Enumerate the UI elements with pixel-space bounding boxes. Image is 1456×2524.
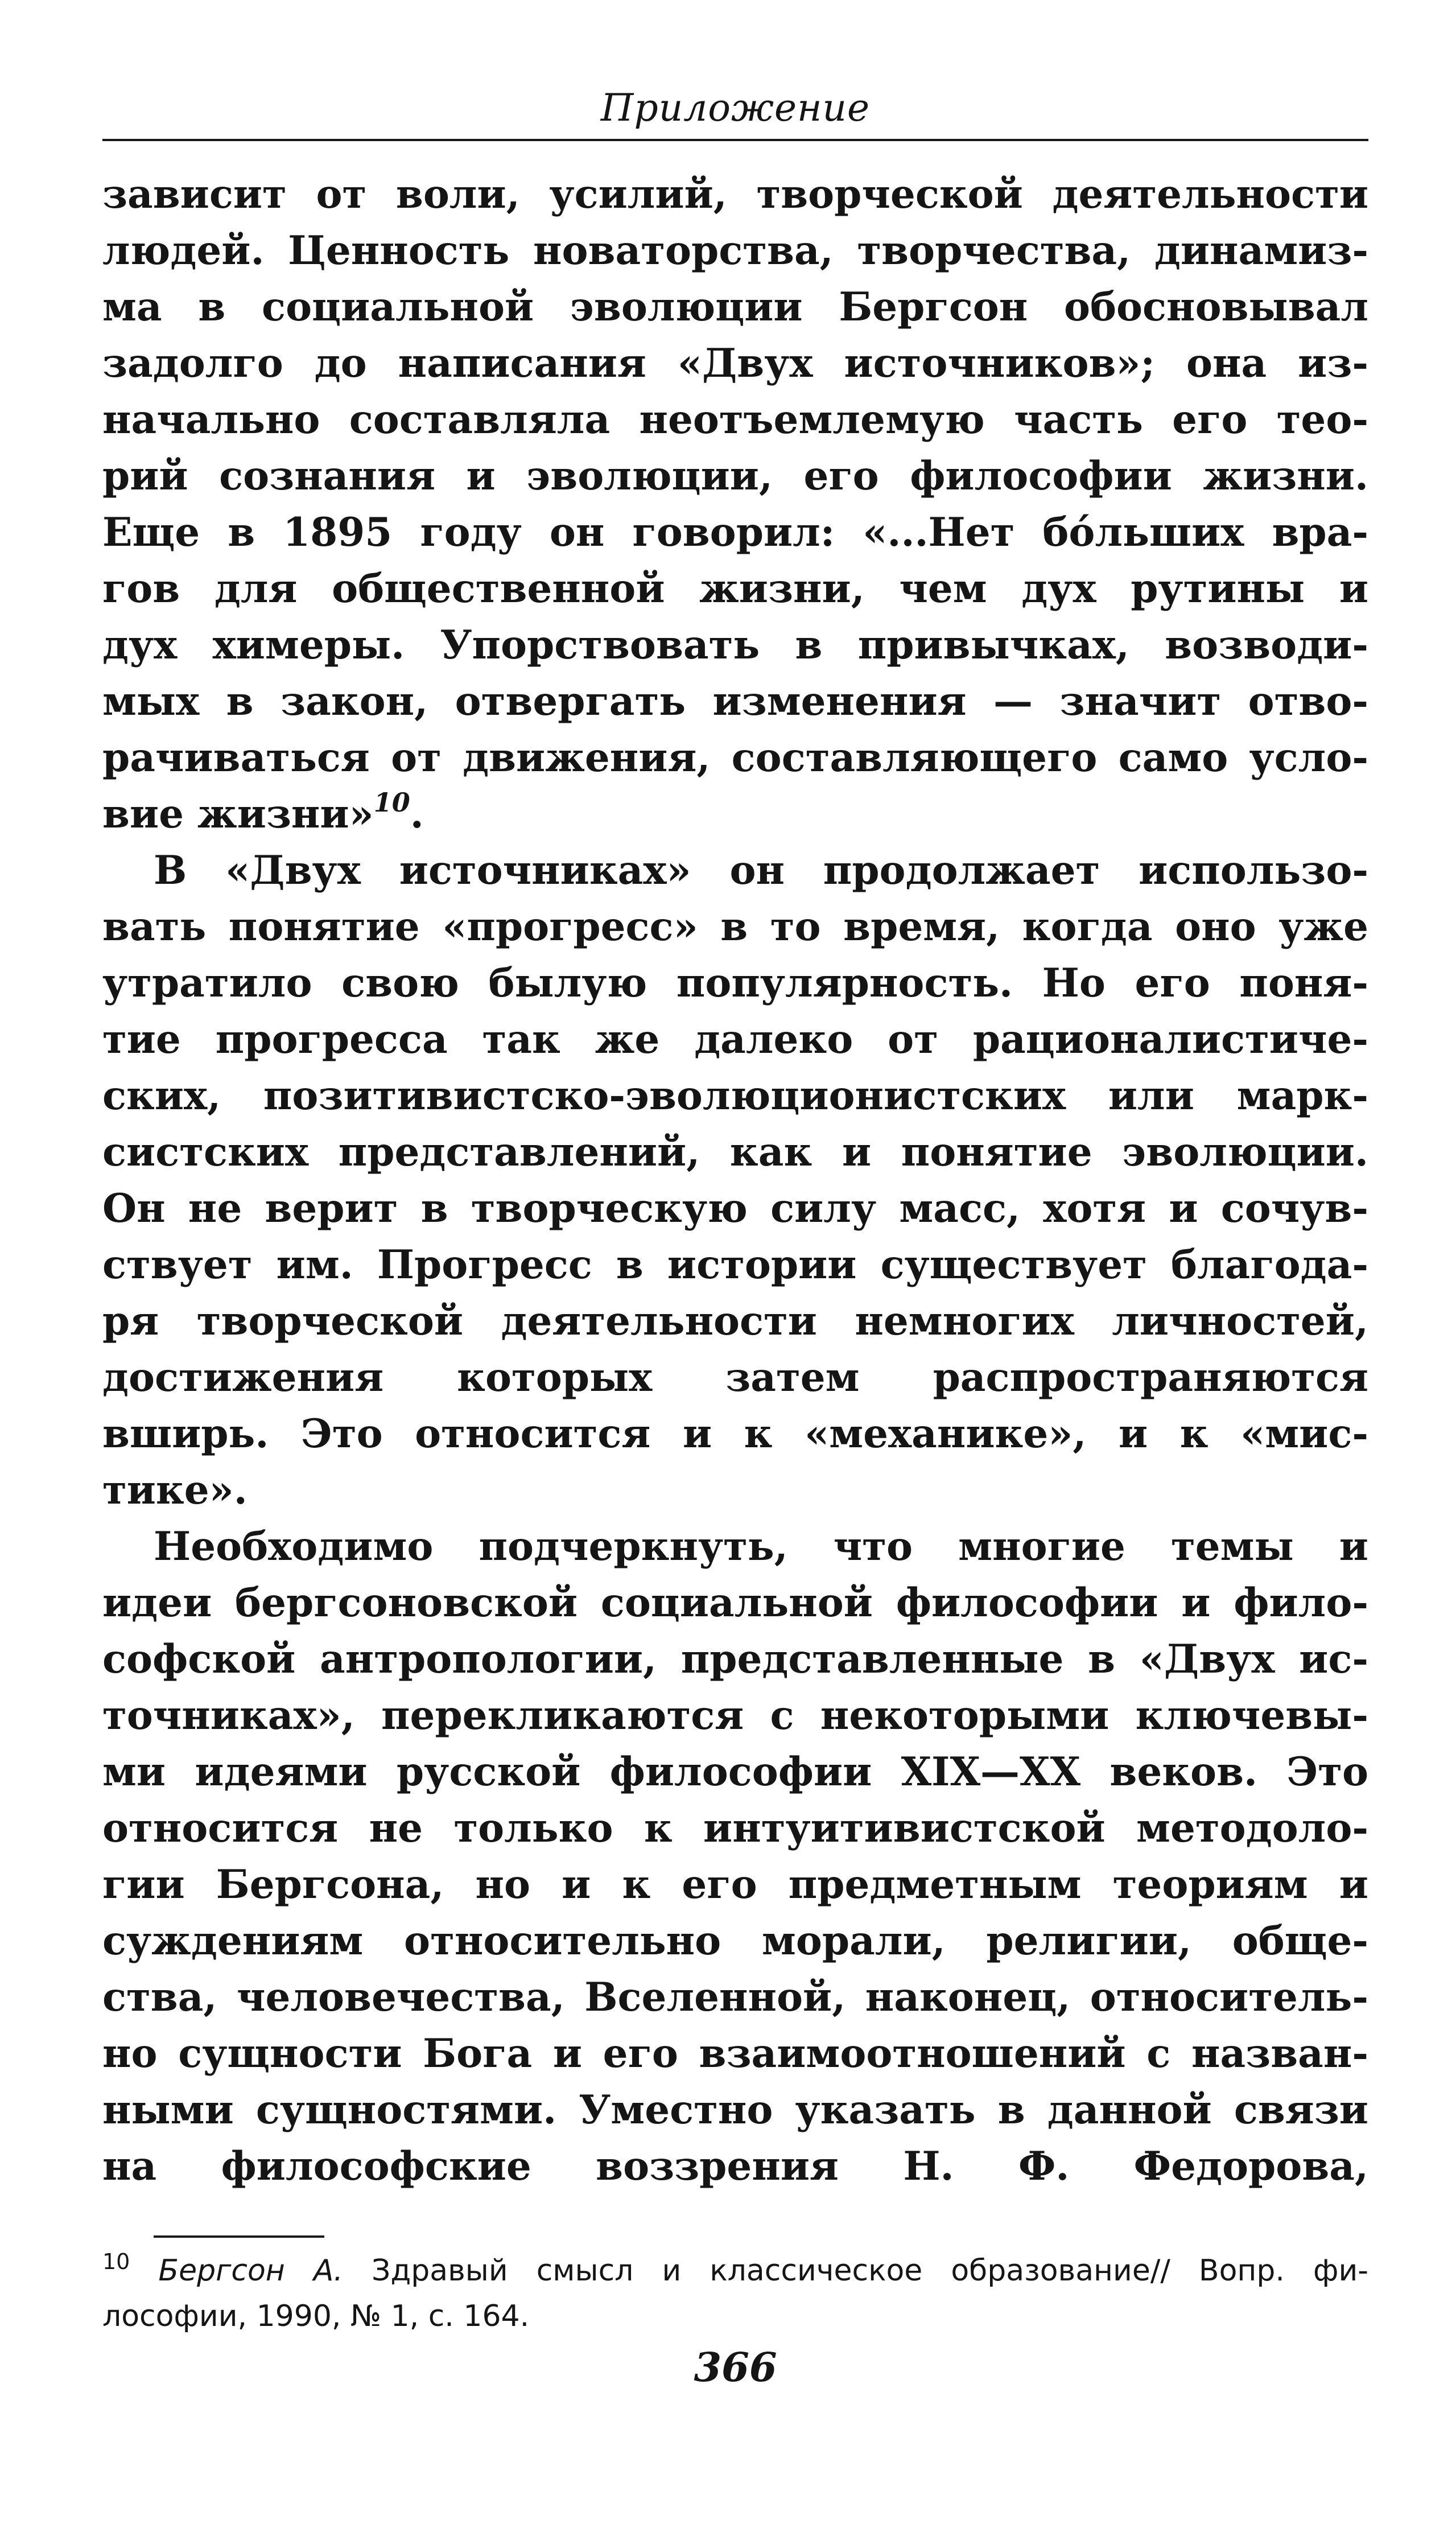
text-fragment: .: [410, 791, 424, 837]
text-line: на философские воззрения Н. Ф. Федорова,: [102, 2143, 1368, 2189]
text-line: систских представлений, как и понятие эволюции.: [102, 1129, 1368, 1175]
footnote-line: лософии, 1990, № 1, с. 164.: [102, 2299, 530, 2333]
footnote-number: 10: [102, 2249, 130, 2274]
text-line: суждениям относительно морали, религии, обще-: [102, 1918, 1368, 1964]
page-number: 366: [694, 2344, 777, 2391]
footnote-rule: [154, 2235, 324, 2238]
body-text: [102, 166, 1368, 2194]
text-line: гии Бергсона, но и к его предметным теориям и: [102, 1862, 1368, 1908]
footnote-reference[interactable]: 10: [373, 787, 410, 818]
paragraph-1: [102, 166, 1368, 842]
footnote: [102, 2248, 1368, 2339]
text-line: ствует им. Прогресс в истории существует благода-: [102, 1242, 1368, 1288]
text-line: В «Двух источниках» он продолжает использо-: [154, 847, 1368, 894]
footnote-text: Здравый смысл и классическое образование// Вопр. фи-: [343, 2254, 1369, 2288]
text-line: но сущности Бога и его взаимоотношений с назван-: [102, 2031, 1368, 2077]
text-line: зависит от воли, усилий, творческой деятельности: [102, 171, 1368, 217]
text-line: начально составляла неотъемлемую часть его тео-: [102, 397, 1368, 443]
text-line: рачиваться от движения, составляющего само усло-: [102, 735, 1368, 781]
header-rule: [102, 139, 1368, 141]
paragraph-3: [102, 1518, 1368, 2194]
text-line: относится не только к интуитивистской методоло-: [102, 1805, 1368, 1851]
text-line: вать понятие «прогресс» в то время, когда оно уже: [102, 904, 1368, 950]
text-line: Необходимо подчеркнуть, что многие темы и: [154, 1524, 1368, 1570]
text-line: вширь. Это относится и к «механике», и к «мис-: [102, 1411, 1368, 1457]
text-line: ными сущностями. Уместно указать в данной связи: [102, 2087, 1368, 2133]
text-line: дух химеры. Упорствовать в привычках, возводи-: [102, 622, 1368, 668]
text-line: тие прогресса так же далеко от рационалистиче-: [102, 1016, 1368, 1063]
running-head: Приложение: [600, 86, 871, 130]
text-line: достижения которых затем распространяются: [102, 1354, 1368, 1401]
text-line: мых в закон, отвергать изменения — значит отво-: [102, 678, 1368, 724]
book-page: [102, 85, 1368, 2476]
text-line: Он не верит в творческую силу масс, хотя и сочув-: [102, 1185, 1368, 1232]
text-line-last: тике».: [102, 1467, 248, 1513]
text-line: рий сознания и эволюции, его философии жизни.: [102, 453, 1368, 499]
text-fragment: вие жизни»: [102, 791, 374, 837]
text-line: утратило свою былую популярность. Но его поня-: [102, 960, 1368, 1006]
text-line: Еще в 1895 году он говорил: «...Нет бóльших вра-: [102, 509, 1368, 555]
text-line: идеи бергсоновской социальной философии и фило-: [102, 1580, 1368, 1626]
footnote-author: Бергсон А.: [158, 2254, 343, 2288]
text-line: ря творческой деятельности немногих личностей,: [102, 1298, 1368, 1344]
text-line: людей. Ценность новаторства, творчества, динамиз-: [102, 228, 1368, 274]
paragraph-2: [102, 842, 1368, 1518]
text-line-last: [102, 786, 1368, 842]
text-line: точниках», перекликаются с некоторыми ключевы-: [102, 1693, 1368, 1739]
text-line: ми идеями русской философии XIX—XX веков. Это: [102, 1749, 1368, 1795]
text-line: ских, позитивистско-эволюционистских или марк-: [102, 1073, 1368, 1119]
text-line: гов для общественной жизни, чем дух рутины и: [102, 566, 1368, 612]
footnote-line: [102, 2248, 1368, 2294]
text-line: ства, человечества, Вселенной, наконец, относитель-: [102, 1974, 1368, 2020]
text-line: ма в социальной эволюции Бергсон обосновывал: [102, 284, 1368, 330]
text-line: софской антропологии, представленные в «Двух ис-: [102, 1636, 1368, 1682]
text-line: задолго до написания «Двух источников»; она из-: [102, 340, 1368, 386]
